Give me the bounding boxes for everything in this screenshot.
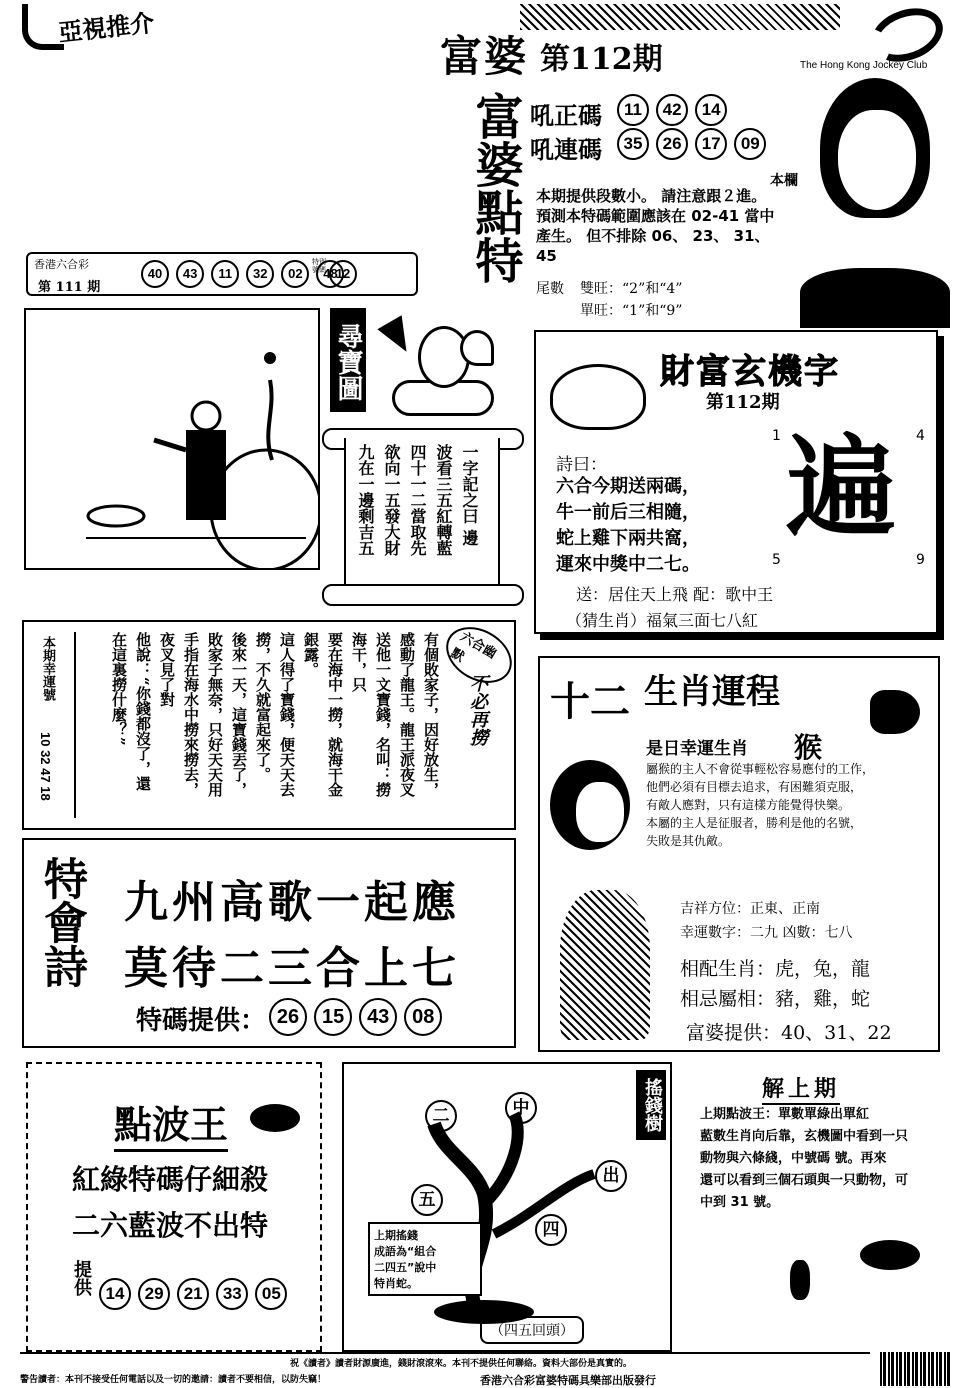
- ball-code: 43: [359, 998, 397, 1036]
- poem-col: 欲向一五發大財: [382, 444, 401, 556]
- special-poem-box: [22, 838, 516, 1048]
- money-tree-tag: 搖錢樹: [636, 1070, 666, 1140]
- main-numbers: [616, 94, 728, 126]
- ball-result: 32: [246, 260, 274, 288]
- story-col: 手指在海水中撈來撈去，: [182, 632, 200, 797]
- footer-line1: 祝《讀者》讀者財源廣進，錢財滾滾來。本刊不提供任何聯絡。資料大部份是真實的。: [290, 1359, 633, 1369]
- cherub-illustration: [378, 306, 498, 416]
- poem-col: 九在一邊剩吉五: [356, 444, 375, 556]
- footer-rule: [20, 1352, 870, 1354]
- ball-code: 26: [269, 998, 307, 1036]
- recommend-label: 亞視推介: [56, 8, 156, 47]
- tail-single: 單旺：“1”和“9”: [580, 303, 683, 319]
- poem-head: 詩曰：: [556, 455, 607, 475]
- tail-label: 尾數: [536, 281, 564, 297]
- tips-vertical-title: 富婆點特: [467, 92, 523, 284]
- story-tag: 六合幽默: [436, 616, 522, 694]
- tail-double: 雙旺：“2”和“4”: [580, 281, 683, 297]
- ball-result: 48: [316, 260, 344, 288]
- ball-wave: 05: [255, 1278, 287, 1310]
- desc-line: 他們必須有目標去追求，有困難須克服，: [646, 780, 863, 794]
- story-col: 夜叉見了對: [158, 632, 176, 707]
- woman-illustration: [540, 750, 660, 1050]
- ball-special: 12: [329, 260, 357, 288]
- brand-title: 富婆: [440, 32, 529, 81]
- desc-line: 失敗是其仇敵。: [646, 834, 731, 848]
- face-shape: [836, 108, 918, 212]
- teapot-icon: [550, 364, 646, 430]
- fortune-poem: [556, 474, 700, 578]
- footer: [0, 1352, 960, 1388]
- last-period-title: 解上期: [762, 1072, 840, 1105]
- ball-code: 08: [404, 998, 442, 1036]
- text-line: 藍數生肖向后靠，玄機圖中看到一只: [700, 1129, 909, 1144]
- zodiac-title-b: 生肖運程: [644, 672, 780, 712]
- story-col: 撈，不久就富起來了。: [254, 632, 272, 782]
- text-line: 上期點波王：單數單綠出單紅: [700, 1107, 870, 1122]
- text-line: 動物與六條綫，中號碼 號。再來: [700, 1151, 887, 1166]
- wave-king-box: [26, 1062, 322, 1352]
- text-line: 還可以看到三個石頭與一只動物，可: [700, 1173, 909, 1188]
- lightning-icon: [377, 315, 418, 358]
- fortune-send: 送：居住天上飛 配：歌中王: [576, 585, 774, 604]
- club-name: The Hong Kong Jockey Club: [800, 60, 928, 71]
- result-title: 香港六合彩: [34, 258, 89, 271]
- dragon-shape: [860, 1240, 920, 1270]
- story-columns: [108, 632, 442, 822]
- ball-main-2: 42: [656, 94, 688, 126]
- ball-code: 15: [314, 998, 352, 1036]
- note-line: 45: [536, 247, 557, 265]
- dragon-illustration: [780, 1220, 930, 1340]
- corner-bl: 5: [772, 552, 781, 568]
- special-number: [328, 260, 358, 288]
- treasure-tag: 尋寶圖: [330, 308, 366, 412]
- shoulder-shape: [800, 268, 950, 328]
- header-texture: [520, 4, 840, 30]
- wave-provide-label: 提供: [71, 1260, 92, 1296]
- note-line: 特肖蛇。: [374, 1277, 418, 1290]
- story-col: 敗家子無奈，只好天天用: [206, 632, 224, 797]
- barcode-icon: [880, 1352, 950, 1386]
- note-line: 二四五”說中: [374, 1261, 437, 1274]
- zodiac-title-a: 十二: [550, 679, 630, 725]
- special-codes: [268, 998, 443, 1036]
- fruit-2: 中: [505, 1092, 537, 1124]
- ball-wave: 29: [138, 1278, 170, 1310]
- wave-line-2: 二六藍波不出特: [72, 1209, 269, 1242]
- story-col: 要在海中一撈，就海干金: [326, 632, 344, 797]
- figure-shape: [790, 1260, 810, 1300]
- last-result-box: [26, 252, 418, 296]
- desc-line: 屬猴的主人不會從事輕松容易應付的工作，: [646, 762, 875, 776]
- fist-icon: [860, 670, 934, 742]
- note-head: 本欄: [770, 173, 798, 189]
- zodiac-match: 相配生肖：虎，兔，龍: [680, 958, 871, 980]
- story-col: 送他一文寶錢，名叫：撈: [374, 632, 392, 797]
- fruit-5: 四: [535, 1214, 567, 1246]
- ball-main-1: 11: [617, 94, 649, 126]
- special-line-1: 九州高歌一起應: [124, 877, 460, 928]
- corner-br: 9: [916, 552, 925, 568]
- note-line: 上期搖錢: [374, 1229, 418, 1242]
- zodiac-clash: 相忌屬相：豬，雞，蛇: [680, 988, 871, 1010]
- last-period-text: [700, 1104, 936, 1214]
- treasure-picture: [24, 308, 320, 570]
- story-col: 有個敗家子，因好放生，: [422, 632, 440, 797]
- link-numbers-label: 吼連碼: [530, 135, 602, 164]
- note-line: 產生。 但不排除 06、 23、 31、: [536, 227, 770, 245]
- zodiac-direction: 吉祥方位：正東、正南: [680, 901, 820, 917]
- note-line: 成語為“組合: [374, 1245, 437, 1258]
- fruit-3: 出: [595, 1160, 627, 1192]
- tips-note: [536, 186, 836, 266]
- portrait-photo: [800, 78, 950, 328]
- ball-link-1: 35: [617, 128, 649, 160]
- fruit-4: 五: [411, 1184, 443, 1216]
- logo-mark-icon: [22, 4, 64, 50]
- story-box: [22, 620, 516, 830]
- lucky-animal: 猴: [794, 731, 823, 764]
- story-title: 不必再撈: [467, 674, 488, 746]
- zodiac-box: [538, 656, 940, 1052]
- lucky-number-label: 本期幸運號: [40, 636, 55, 701]
- fortune-guess: （猜生肖）福氣三面七八紅: [566, 611, 759, 630]
- story-col: 感動了龍王。龍王派夜叉: [398, 632, 416, 797]
- woman-face: [574, 780, 626, 844]
- story-col: 他說：“你錢都沒了，還: [134, 632, 152, 791]
- poem-line: 運來中獎中二七。: [556, 554, 700, 575]
- story-col: 這人得了寶錢，便天天去: [278, 632, 296, 797]
- poem-col: 一字記之曰 邊: [460, 444, 479, 546]
- scroll-poem: [332, 428, 512, 604]
- money-tree-box: [342, 1062, 672, 1352]
- note-line: 預測本特碼範圍應該在 02-41 當中: [536, 207, 775, 225]
- corner-tr: 4: [916, 428, 925, 444]
- poem-col: 波看三五紅轉藍: [434, 444, 453, 556]
- story-col: 銀露。: [302, 632, 320, 677]
- lucky-numbers: 10 32 47 18: [38, 732, 53, 801]
- fruit-1: 二: [425, 1100, 457, 1132]
- fist-shape: [870, 690, 920, 734]
- big-character: 遍: [786, 423, 896, 552]
- ball-result: 02: [281, 260, 309, 288]
- lucky-animal-label: 是日幸運生肖: [646, 739, 748, 759]
- special-line-2: 莫待二三合上七: [124, 943, 460, 994]
- ball-wave: 14: [99, 1278, 131, 1310]
- poem-line: 牛一前后三相隨，: [556, 502, 700, 523]
- result-issue: 第 111 期: [38, 280, 101, 295]
- ball-result: 40: [141, 260, 169, 288]
- wing-shape: [460, 330, 494, 366]
- story-divider: [74, 632, 76, 818]
- story-col: 在這裏撈什麼？”: [110, 632, 128, 746]
- masthead: [0, 0, 960, 80]
- story-col: 海干，只: [350, 632, 368, 692]
- wave-numbers: [98, 1278, 288, 1310]
- poem-col: 四十一二當取先: [408, 444, 427, 556]
- ball-main-3: 14: [695, 94, 727, 126]
- wave-line-1: 紅綠特碼仔細殺: [72, 1163, 269, 1196]
- fortune-issue: 第112期: [706, 392, 780, 413]
- special-poem-title: 特會詩: [36, 856, 87, 988]
- zodiac-numbers: 幸運數字：二九 凶數：七八: [680, 925, 853, 941]
- tree-caption: （四五回頭）: [480, 1316, 584, 1344]
- special-label: 特別號碼: [312, 258, 326, 274]
- corner-tl: 1: [772, 428, 781, 444]
- tree-note: [368, 1222, 482, 1296]
- poem-columns: [354, 444, 480, 584]
- footer-publisher: 香港六合彩富婆特碼具樂部出版發行: [480, 1374, 656, 1387]
- desc-line: 本屬的主人是征服者，勝利是他的名號，: [646, 816, 863, 830]
- poem-line: 六合今期送兩碼，: [556, 476, 700, 497]
- footer-notice: 警告讀者：本刊不接受任何電話以及一切的邀請：讀者不要相信，以防失竊！: [20, 1375, 327, 1385]
- zodiac-provide: 富婆提供：40、31、22: [686, 1022, 892, 1044]
- code-label: 特碼提供：: [136, 1006, 267, 1036]
- desc-line: 有敵人應對，只有這樣方能覺得快樂。: [646, 798, 851, 812]
- ball-link-4: 09: [734, 128, 766, 160]
- fortune-box: [534, 330, 938, 634]
- main-numbers-label: 吼正碼: [530, 101, 602, 130]
- note-line: 本期提供段數小。 請注意跟２進。: [536, 187, 767, 205]
- fortune-title: 財富玄機字: [660, 352, 840, 392]
- ball-result: 11: [211, 260, 239, 288]
- zodiac-desc: [646, 760, 936, 850]
- wave-king-title: 點波王: [114, 1094, 228, 1152]
- woman-dress: [560, 890, 650, 1040]
- story-col: 後來一天，這寶錢丟了，: [230, 632, 248, 797]
- ball-wave: 33: [216, 1278, 248, 1310]
- wave-king-deco-icon: [250, 1104, 300, 1132]
- treasure-illustration: [26, 310, 318, 568]
- text-line: 中到 31 號。: [700, 1195, 780, 1210]
- link-numbers: [616, 128, 767, 160]
- ball-link-2: 26: [656, 128, 688, 160]
- issue-number: 第112期: [540, 42, 663, 77]
- ball-wave: 21: [177, 1278, 209, 1310]
- ball-result: 43: [176, 260, 204, 288]
- poem-line: 蛇上雞下兩共窩，: [556, 528, 700, 549]
- ball-link-3: 17: [695, 128, 727, 160]
- scroll-roll-bottom: [322, 584, 524, 606]
